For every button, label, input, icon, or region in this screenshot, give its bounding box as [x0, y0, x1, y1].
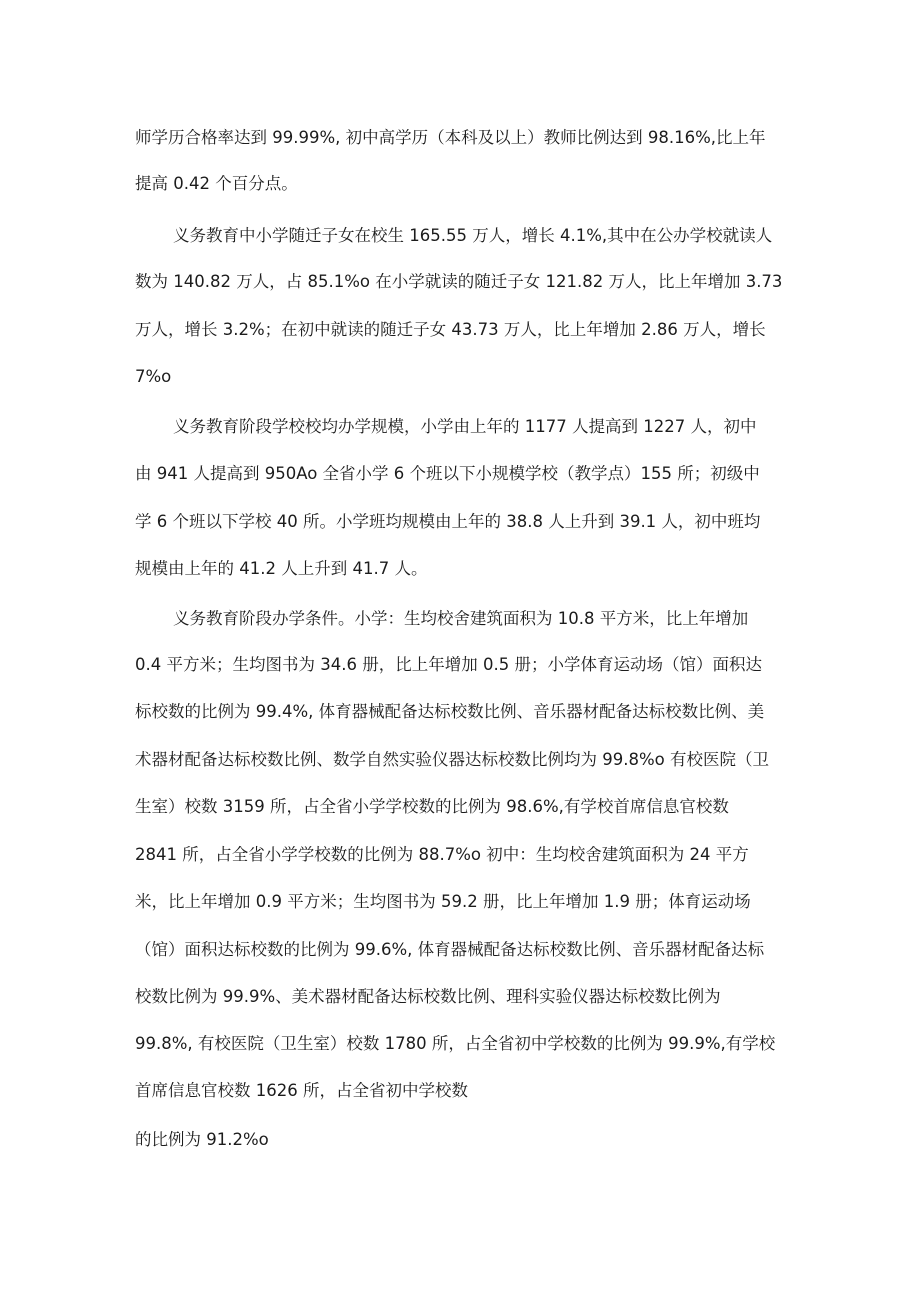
text-line: 2841 所，占全省小学学校数的比例为 88.7%o 初中：生均校舍建筑面积为 24 平方 [135, 845, 749, 864]
text-line: 义务教育阶段办学条件。小学：生均校舍建筑面积为 10.8 平方米，比上年增加 [173, 609, 749, 628]
text-line: 术器材配备达标校数比例、数学自然实验仪器达标校数比例均为 99.8%o 有校医院（卫 [135, 750, 770, 769]
text-line: 万人，增长 3.2%；在初中就读的随迁子女 43.73 万人，比上年增加 2.86 万人，增长 [135, 320, 766, 339]
text-line: 标校数的比例为 99.4%, 体育器械配备达标校数比例、音乐器材配备达标校数比例、美 [135, 702, 765, 721]
text-line: 提高 0.42 个百分点。 [135, 174, 298, 193]
text-line: 学 6 个班以下学校 40 所。小学班均规模由上年的 38.8 人上升到 39.1 人，初中班均 [135, 512, 761, 531]
text-line: 师学历合格率达到 99.99%, 初中高学历（本科及以上）教师比例达到 98.16%,比上年 [135, 128, 766, 147]
text-line: 数为 140.82 万人，占 85.1%o 在小学就读的随迁子女 121.82 万人，比上年增加 3.73 [135, 272, 783, 291]
text-line: （馆）面积达标校数的比例为 99.6%, 体育器械配备达标校数比例、音乐器材配备达标 [135, 940, 765, 959]
text-line: 由 941 人提高到 950Ao 全省小学 6 个班以下小规模学校（教学点）155 所；初级中 [135, 464, 760, 483]
text-line: 米，比上年增加 0.9 平方米；生均图书为 59.2 册，比上年增加 1.9 册；体育运动场 [135, 892, 751, 911]
text-line: 的比例为 91.2%o [135, 1130, 269, 1149]
text-line: 生室）校数 3159 所，占全省小学学校数的比例为 98.6%,有学校首席信息官校数 [135, 797, 729, 816]
text-line: 7%o [135, 367, 172, 386]
text-line: 规模由上年的 41.2 人上升到 41.7 人。 [135, 559, 428, 578]
text-line: 义务教育阶段学校校均办学规模，小学由上年的 1177 人提高到 1227 人，初中 [173, 417, 757, 436]
text-line: 校数比例为 99.9%、美术器材配备达标校数比例、理科实验仪器达标校数比例为 [135, 987, 721, 1006]
text-line: 首席信息官校数 1626 所，占全省初中学校数 [135, 1081, 468, 1100]
text-line: 99.8%, 有校医院（卫生室）校数 1780 所，占全省初中学校数的比例为 99.9%,有学校 [135, 1034, 776, 1053]
text-line: 0.4 平方米；生均图书为 34.6 册，比上年增加 0.5 册；小学体育运动场（馆）面积达 [135, 655, 762, 674]
text-line: 义务教育中小学随迁子女在校生 165.55 万人，增长 4.1%,其中在公办学校就读人 [173, 226, 773, 245]
